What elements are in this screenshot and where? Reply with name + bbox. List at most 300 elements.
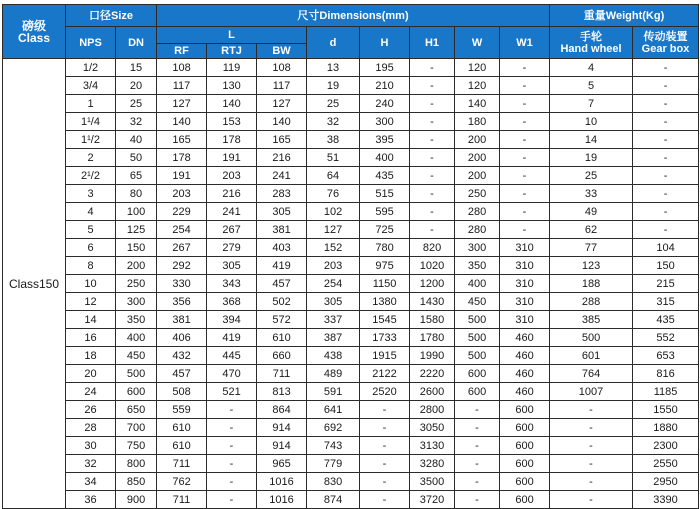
w-cell: 450: [455, 293, 500, 311]
table-row: [3, 203, 699, 221]
gearbox-cell: -: [633, 95, 699, 113]
rtj-cell: 368: [207, 293, 257, 311]
table-row: [3, 455, 699, 473]
gearbox-cell: 3390: [633, 491, 699, 509]
w1-cell: -: [500, 95, 550, 113]
rf-header: RF: [157, 44, 207, 59]
d-cell: 38: [307, 131, 360, 149]
handwheel-cell: 123: [550, 257, 633, 275]
h1-cell: 3130: [410, 437, 455, 455]
h1-header: H1: [410, 27, 455, 59]
nps-cell: 3/4: [66, 77, 116, 95]
nps-cell: 26: [66, 401, 116, 419]
dn-cell: 32: [116, 113, 157, 131]
dn-cell: 350: [116, 311, 157, 329]
valve-dimensions-table: [2, 4, 699, 509]
bw-cell: 457: [257, 275, 307, 293]
nps-cell: 10: [66, 275, 116, 293]
h-header: H: [360, 27, 410, 59]
bw-cell: 711: [257, 365, 307, 383]
handwheel-cell: 19: [550, 149, 633, 167]
gearbox-cell: 2950: [633, 473, 699, 491]
handwheel-cell: 288: [550, 293, 633, 311]
w-cell: -: [455, 419, 500, 437]
h-cell: -: [360, 401, 410, 419]
rf-cell: 292: [157, 257, 207, 275]
w-cell: 140: [455, 95, 500, 113]
w-cell: -: [455, 401, 500, 419]
handwheel-cell: 5: [550, 77, 633, 95]
handwheel-cell: 385: [550, 311, 633, 329]
bw-cell: 502: [257, 293, 307, 311]
h-cell: -: [360, 437, 410, 455]
w-cell: 600: [455, 383, 500, 401]
nps-cell: 1¹/2: [66, 131, 116, 149]
w-cell: -: [455, 473, 500, 491]
gearbox-cell: 816: [633, 365, 699, 383]
nps-cell: 28: [66, 419, 116, 437]
d-cell: 438: [307, 347, 360, 365]
dn-cell: 650: [116, 401, 157, 419]
rf-cell: 108: [157, 59, 207, 77]
rtj-cell: 419: [207, 329, 257, 347]
gearbox-cell: -: [633, 113, 699, 131]
dn-cell: 500: [116, 365, 157, 383]
bw-cell: 864: [257, 401, 307, 419]
gearbox-header-en: Gear box: [641, 42, 690, 55]
handwheel-cell: 62: [550, 221, 633, 239]
nps-cell: 8: [66, 257, 116, 275]
rf-cell: 178: [157, 149, 207, 167]
rf-cell: 356: [157, 293, 207, 311]
nps-cell: 16: [66, 329, 116, 347]
nps-cell: 34: [66, 473, 116, 491]
rf-cell: 254: [157, 221, 207, 239]
h-cell: 1150: [360, 275, 410, 293]
bw-cell: 1016: [257, 491, 307, 509]
d-cell: 76: [307, 185, 360, 203]
w1-cell: 600: [500, 473, 550, 491]
nps-cell: 12: [66, 293, 116, 311]
rtj-cell: 140: [207, 95, 257, 113]
h1-cell: 1780: [410, 329, 455, 347]
rtj-cell: 216: [207, 185, 257, 203]
w1-cell: 310: [500, 257, 550, 275]
w1-cell: -: [500, 131, 550, 149]
nps-cell: 2¹/2: [66, 167, 116, 185]
gearbox-cell: 1880: [633, 419, 699, 437]
rf-cell: 191: [157, 167, 207, 185]
h-cell: 780: [360, 239, 410, 257]
table-row: [3, 239, 699, 257]
d-cell: 32: [307, 113, 360, 131]
h1-cell: 3720: [410, 491, 455, 509]
dn-cell: 20: [116, 77, 157, 95]
w-cell: -: [455, 455, 500, 473]
bw-cell: 965: [257, 455, 307, 473]
table-body: [3, 59, 699, 509]
dn-cell: 600: [116, 383, 157, 401]
h-cell: -: [360, 473, 410, 491]
d-cell: 779: [307, 455, 360, 473]
dn-cell: 125: [116, 221, 157, 239]
rtj-cell: 305: [207, 257, 257, 275]
nps-cell: 2: [66, 149, 116, 167]
w1-cell: 600: [500, 455, 550, 473]
w1-cell: -: [500, 113, 550, 131]
h-cell: 595: [360, 203, 410, 221]
dn-cell: 80: [116, 185, 157, 203]
h1-cell: -: [410, 221, 455, 239]
table-row: [3, 77, 699, 95]
class-header: [3, 5, 66, 59]
rf-cell: 610: [157, 419, 207, 437]
w1-header: W1: [500, 27, 550, 59]
handwheel-cell: 33: [550, 185, 633, 203]
table-row: [3, 149, 699, 167]
handwheel-cell: 49: [550, 203, 633, 221]
h-cell: 435: [360, 167, 410, 185]
nps-cell: 36: [66, 491, 116, 509]
w1-cell: 310: [500, 239, 550, 257]
dimensions-group-header: 尺寸Dimensions(mm): [157, 5, 550, 27]
table-row: [3, 347, 699, 365]
w-cell: -: [455, 491, 500, 509]
rtj-cell: -: [207, 491, 257, 509]
bw-cell: 108: [257, 59, 307, 77]
bw-cell: 660: [257, 347, 307, 365]
nps-cell: 20: [66, 365, 116, 383]
table-row: [3, 113, 699, 131]
nps-cell: 30: [66, 437, 116, 455]
rf-cell: 165: [157, 131, 207, 149]
w-cell: 280: [455, 203, 500, 221]
d-cell: 51: [307, 149, 360, 167]
h-cell: 300: [360, 113, 410, 131]
h1-cell: -: [410, 113, 455, 131]
rtj-cell: 394: [207, 311, 257, 329]
d-cell: 13: [307, 59, 360, 77]
handwheel-cell: -: [550, 491, 633, 509]
w-cell: 120: [455, 77, 500, 95]
gearbox-cell: 435: [633, 311, 699, 329]
d-cell: 489: [307, 365, 360, 383]
gearbox-cell: 150: [633, 257, 699, 275]
dn-cell: 50: [116, 149, 157, 167]
w-cell: 600: [455, 365, 500, 383]
nps-cell: 1¹/4: [66, 113, 116, 131]
table-row: [3, 329, 699, 347]
rf-cell: 711: [157, 455, 207, 473]
d-cell: 874: [307, 491, 360, 509]
table-row: [3, 491, 699, 509]
rtj-cell: 343: [207, 275, 257, 293]
rtj-cell: 119: [207, 59, 257, 77]
rtj-cell: 153: [207, 113, 257, 131]
dn-cell: 750: [116, 437, 157, 455]
w-cell: 280: [455, 221, 500, 239]
h1-cell: 1200: [410, 275, 455, 293]
rf-cell: 406: [157, 329, 207, 347]
dn-cell: 15: [116, 59, 157, 77]
h1-cell: 1990: [410, 347, 455, 365]
table-row: [3, 293, 699, 311]
dn-cell: 400: [116, 329, 157, 347]
h-cell: 1733: [360, 329, 410, 347]
rtj-cell: 178: [207, 131, 257, 149]
d-cell: 337: [307, 311, 360, 329]
h-cell: 400: [360, 149, 410, 167]
nps-cell: 5: [66, 221, 116, 239]
gearbox-cell: 215: [633, 275, 699, 293]
nps-cell: 6: [66, 239, 116, 257]
rtj-cell: 445: [207, 347, 257, 365]
rtj-cell: 191: [207, 149, 257, 167]
rf-cell: 229: [157, 203, 207, 221]
h1-cell: -: [410, 77, 455, 95]
w1-cell: 460: [500, 383, 550, 401]
gearbox-cell: -: [633, 185, 699, 203]
weight-group-header: 重量Weight(Kg): [550, 5, 699, 27]
h1-cell: -: [410, 95, 455, 113]
handwheel-header-zh: 手轮: [580, 30, 603, 43]
rf-cell: 432: [157, 347, 207, 365]
w-cell: 200: [455, 167, 500, 185]
d-cell: 254: [307, 275, 360, 293]
table-row: [3, 257, 699, 275]
rf-cell: 559: [157, 401, 207, 419]
h1-cell: 3500: [410, 473, 455, 491]
w1-cell: 460: [500, 347, 550, 365]
w-cell: -: [455, 437, 500, 455]
h1-cell: 3050: [410, 419, 455, 437]
h-cell: -: [360, 491, 410, 509]
handwheel-cell: 10: [550, 113, 633, 131]
rf-cell: 457: [157, 365, 207, 383]
table-row: [3, 401, 699, 419]
dn-cell: 900: [116, 491, 157, 509]
class-cell: Class150: [3, 59, 66, 509]
gearbox-header-zh: 传动装置: [643, 30, 688, 43]
h1-cell: 2220: [410, 365, 455, 383]
w-cell: 250: [455, 185, 500, 203]
d-cell: 152: [307, 239, 360, 257]
dn-cell: 700: [116, 419, 157, 437]
bw-cell: 914: [257, 419, 307, 437]
handwheel-cell: -: [550, 455, 633, 473]
bw-cell: 1016: [257, 473, 307, 491]
handwheel-cell: 188: [550, 275, 633, 293]
d-cell: 591: [307, 383, 360, 401]
h1-cell: -: [410, 167, 455, 185]
rf-cell: 381: [157, 311, 207, 329]
w-cell: 200: [455, 149, 500, 167]
w1-cell: 600: [500, 437, 550, 455]
h1-cell: 3280: [410, 455, 455, 473]
bw-cell: 165: [257, 131, 307, 149]
w1-cell: -: [500, 149, 550, 167]
w-cell: 500: [455, 311, 500, 329]
d-cell: 19: [307, 77, 360, 95]
gearbox-cell: 2550: [633, 455, 699, 473]
handwheel-cell: 77: [550, 239, 633, 257]
w-cell: 180: [455, 113, 500, 131]
bw-cell: 572: [257, 311, 307, 329]
h-cell: 1380: [360, 293, 410, 311]
rtj-cell: -: [207, 419, 257, 437]
bw-cell: 381: [257, 221, 307, 239]
h-cell: 1915: [360, 347, 410, 365]
h1-cell: 1430: [410, 293, 455, 311]
h1-cell: -: [410, 203, 455, 221]
class-header-zh: 磅级: [21, 18, 46, 33]
gearbox-cell: 104: [633, 239, 699, 257]
w1-cell: -: [500, 203, 550, 221]
nps-cell: 24: [66, 383, 116, 401]
w-cell: 120: [455, 59, 500, 77]
table-row: [3, 365, 699, 383]
gearbox-cell: 1185: [633, 383, 699, 401]
gearbox-cell: 653: [633, 347, 699, 365]
d-cell: 830: [307, 473, 360, 491]
handwheel-cell: -: [550, 437, 633, 455]
d-cell: 743: [307, 437, 360, 455]
dn-cell: 100: [116, 203, 157, 221]
handwheel-cell: -: [550, 401, 633, 419]
gearbox-cell: -: [633, 221, 699, 239]
w1-cell: 460: [500, 329, 550, 347]
h1-cell: -: [410, 59, 455, 77]
nps-cell: 1: [66, 95, 116, 113]
h-cell: 1545: [360, 311, 410, 329]
bw-cell: 610: [257, 329, 307, 347]
nps-cell: 14: [66, 311, 116, 329]
w-cell: 350: [455, 257, 500, 275]
rf-cell: 762: [157, 473, 207, 491]
h1-cell: -: [410, 149, 455, 167]
d-cell: 641: [307, 401, 360, 419]
handwheel-cell: 7: [550, 95, 633, 113]
handwheel-cell: 25: [550, 167, 633, 185]
h-cell: 515: [360, 185, 410, 203]
dn-cell: 25: [116, 95, 157, 113]
w1-cell: -: [500, 59, 550, 77]
gearbox-cell: -: [633, 149, 699, 167]
w1-cell: -: [500, 185, 550, 203]
nps-cell: 3: [66, 185, 116, 203]
w1-cell: 600: [500, 491, 550, 509]
bw-cell: 283: [257, 185, 307, 203]
h-cell: 2520: [360, 383, 410, 401]
table-row: [3, 311, 699, 329]
dn-cell: 40: [116, 131, 157, 149]
handwheel-cell: 1007: [550, 383, 633, 401]
nps-cell: 32: [66, 455, 116, 473]
gearbox-cell: -: [633, 77, 699, 95]
table-row: [3, 185, 699, 203]
d-header: d: [307, 27, 360, 59]
h1-cell: 2600: [410, 383, 455, 401]
bw-cell: 813: [257, 383, 307, 401]
h-cell: 725: [360, 221, 410, 239]
table-row: [3, 437, 699, 455]
h1-cell: 1020: [410, 257, 455, 275]
handwheel-cell: -: [550, 419, 633, 437]
table-row: [3, 419, 699, 437]
d-cell: 387: [307, 329, 360, 347]
d-cell: 692: [307, 419, 360, 437]
nps-header: NPS: [66, 27, 116, 59]
bw-cell: 241: [257, 167, 307, 185]
bw-cell: 419: [257, 257, 307, 275]
dn-header: DN: [116, 27, 157, 59]
w-cell: 500: [455, 329, 500, 347]
handwheel-header-en: Hand wheel: [560, 42, 622, 55]
h-cell: 975: [360, 257, 410, 275]
rtj-cell: -: [207, 437, 257, 455]
handwheel-cell: 500: [550, 329, 633, 347]
handwheel-cell: 14: [550, 131, 633, 149]
h1-cell: -: [410, 131, 455, 149]
rf-cell: 267: [157, 239, 207, 257]
rtj-cell: -: [207, 473, 257, 491]
w1-cell: -: [500, 221, 550, 239]
rf-cell: 117: [157, 77, 207, 95]
handwheel-cell: 764: [550, 365, 633, 383]
handwheel-cell: -: [550, 473, 633, 491]
dn-cell: 450: [116, 347, 157, 365]
bw-cell: 305: [257, 203, 307, 221]
h1-cell: 820: [410, 239, 455, 257]
h1-cell: 1580: [410, 311, 455, 329]
rf-cell: 711: [157, 491, 207, 509]
table-row: [3, 167, 699, 185]
class-header-en: Class: [17, 30, 51, 45]
dn-cell: 150: [116, 239, 157, 257]
nps-cell: 4: [66, 203, 116, 221]
rtj-cell: 241: [207, 203, 257, 221]
rf-cell: 127: [157, 95, 207, 113]
d-cell: 25: [307, 95, 360, 113]
rf-cell: 140: [157, 113, 207, 131]
handwheel-header: [550, 27, 633, 59]
table-row: [3, 383, 699, 401]
table-row: [3, 95, 699, 113]
d-cell: 102: [307, 203, 360, 221]
w1-cell: -: [500, 167, 550, 185]
d-cell: 127: [307, 221, 360, 239]
dn-cell: 250: [116, 275, 157, 293]
bw-cell: 117: [257, 77, 307, 95]
gearbox-cell: 1550: [633, 401, 699, 419]
h-cell: 395: [360, 131, 410, 149]
gearbox-cell: -: [633, 167, 699, 185]
dn-cell: 200: [116, 257, 157, 275]
h-cell: 195: [360, 59, 410, 77]
w1-cell: 310: [500, 293, 550, 311]
gearbox-cell: -: [633, 203, 699, 221]
table-row: [3, 275, 699, 293]
rf-cell: 610: [157, 437, 207, 455]
rf-cell: 330: [157, 275, 207, 293]
w-header: W: [455, 27, 500, 59]
size-group-header: 口径Size: [66, 5, 157, 27]
h-cell: 2122: [360, 365, 410, 383]
rtj-cell: 279: [207, 239, 257, 257]
dn-cell: 800: [116, 455, 157, 473]
rtj-cell: 130: [207, 77, 257, 95]
rf-cell: 203: [157, 185, 207, 203]
